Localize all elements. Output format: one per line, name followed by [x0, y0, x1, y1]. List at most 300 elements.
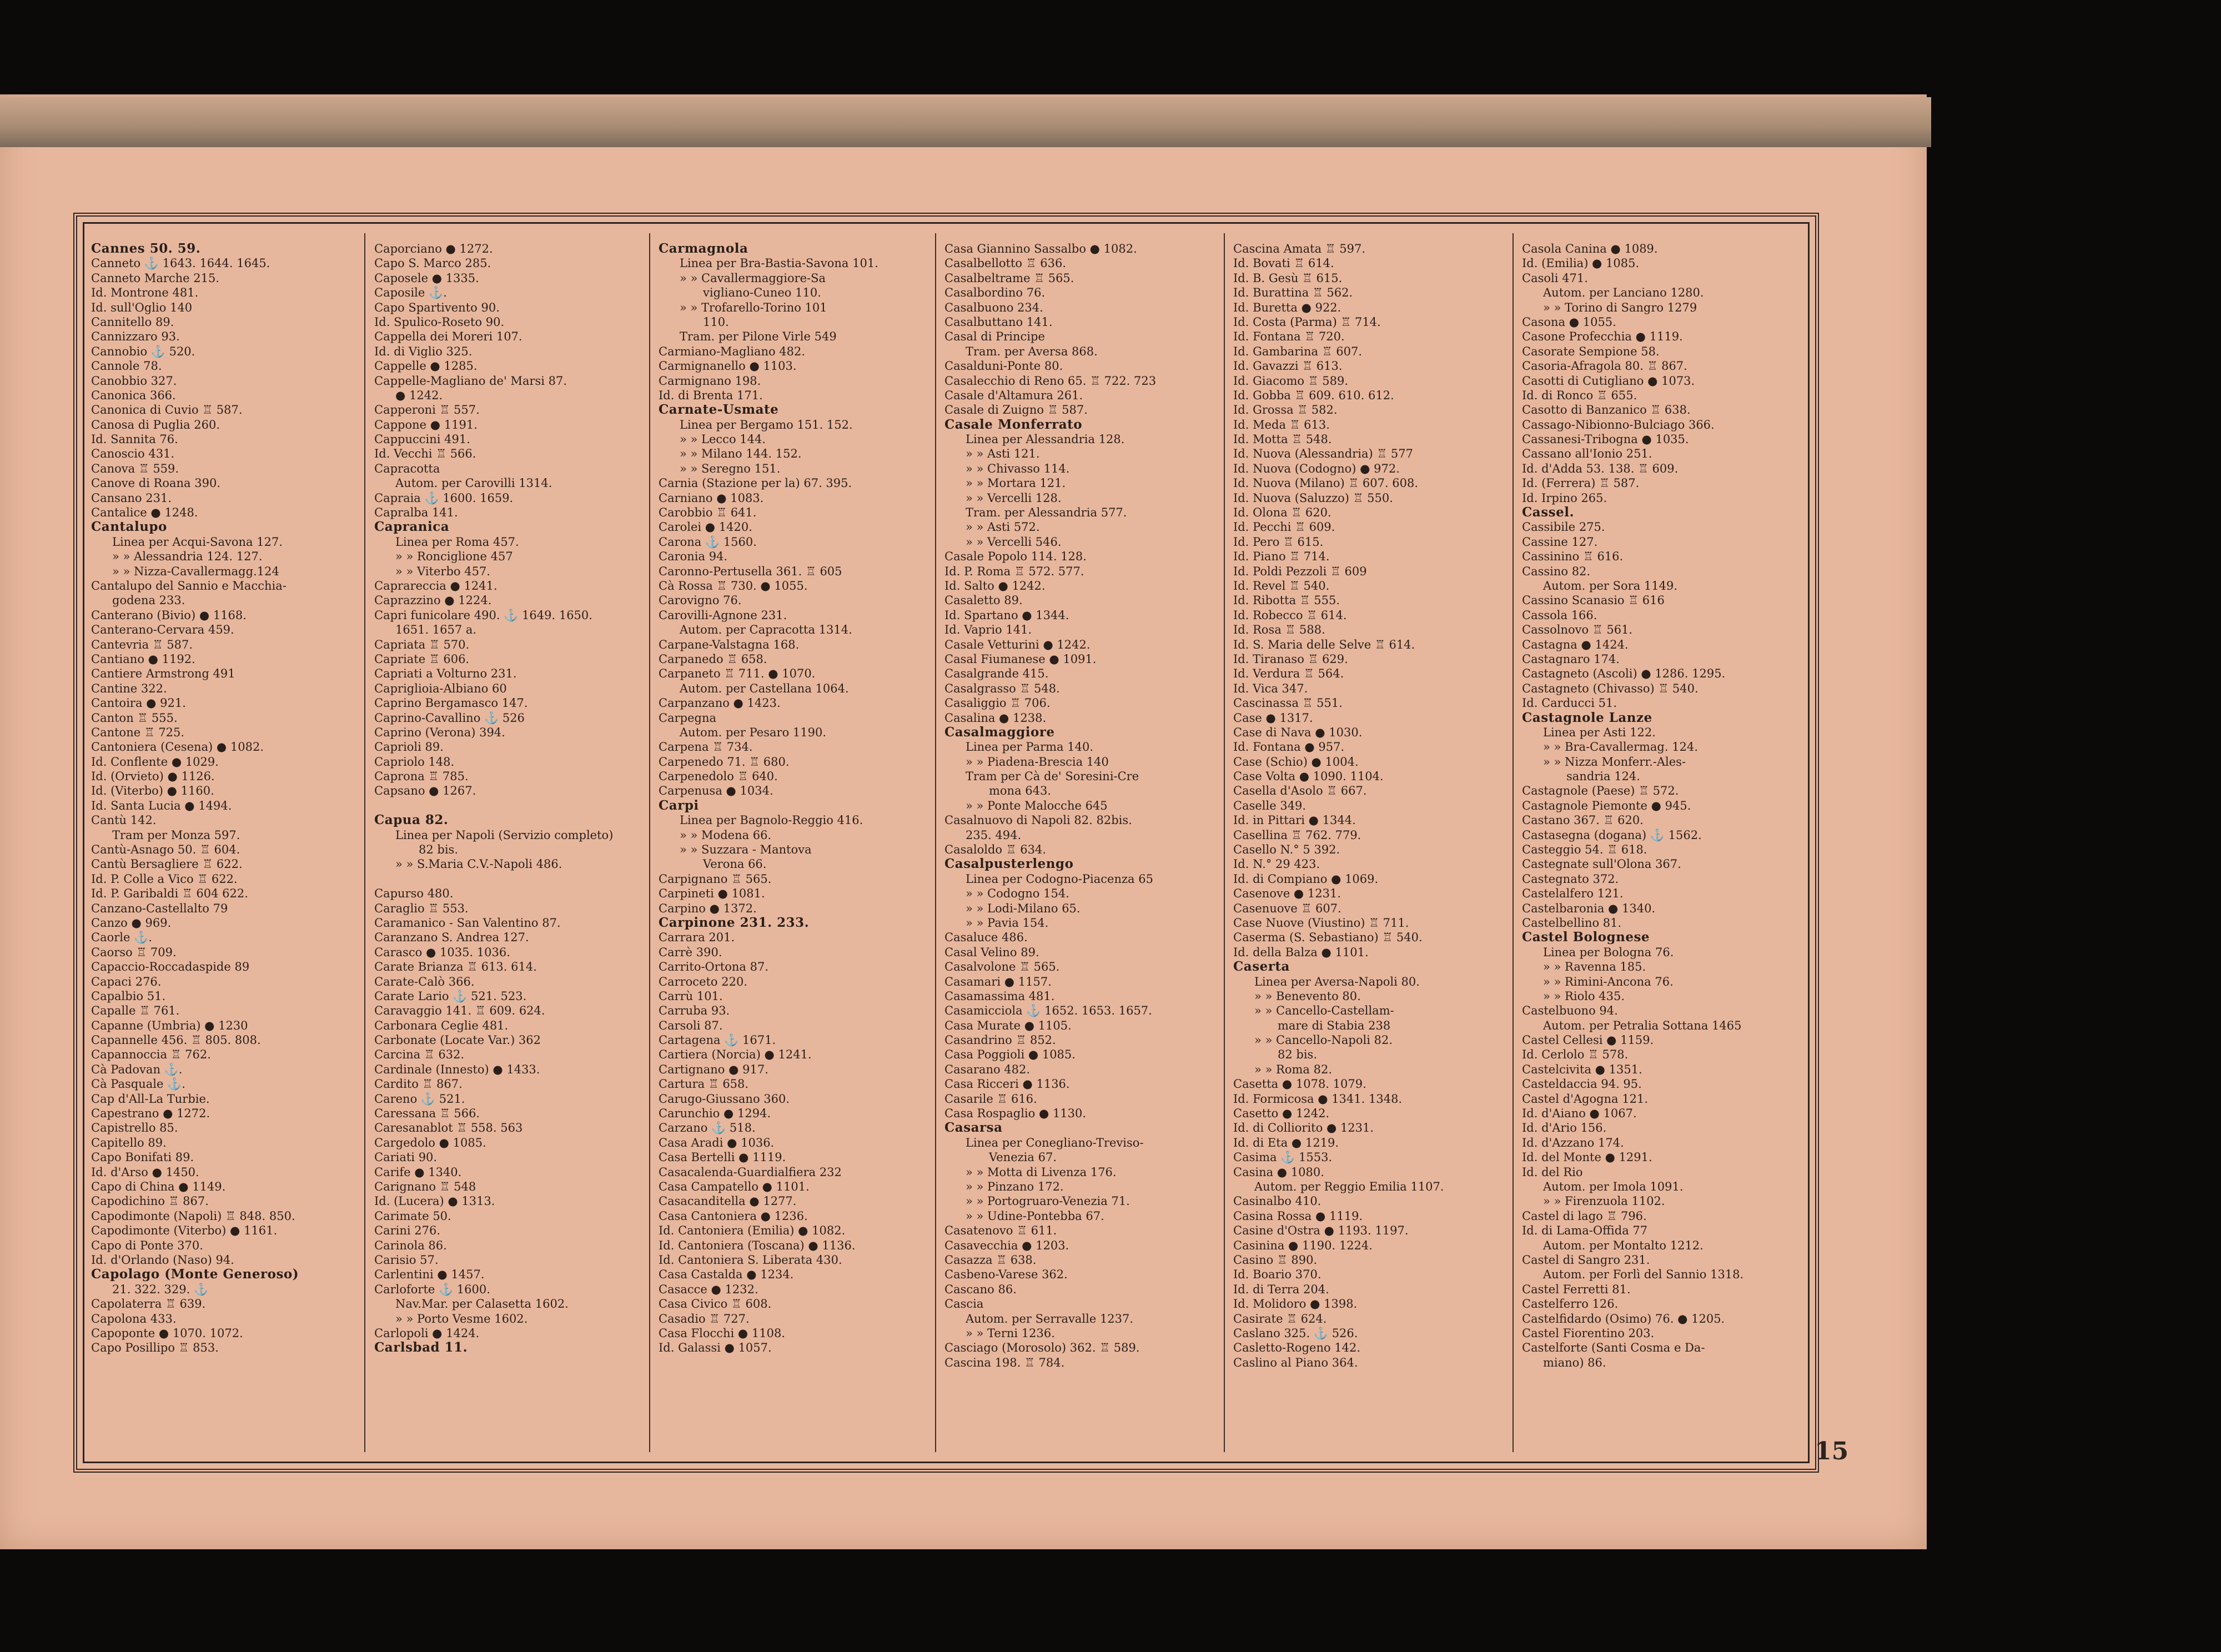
index-entry: Castano 367. ♖ 620. — [1522, 814, 1644, 827]
index-entry: Autom. per Forlì del Sannio 1318. — [1543, 1268, 1744, 1282]
index-entry: Id. Santa Lucia ● 1494. — [91, 799, 232, 812]
index-entry: Caslino al Piano 364. — [1233, 1355, 1358, 1369]
index-heading: Castel Bolognese — [1522, 930, 1650, 945]
index-entry: Castelfidardo (Osimo) 76. ● 1205. — [1522, 1312, 1725, 1325]
index-entry: » » Chivasso 114. — [966, 461, 1070, 475]
index-entry: Cartagena ⚓ 1671. — [659, 1033, 776, 1047]
index-entry: Casatenovo ♖ 611. — [944, 1224, 1057, 1238]
index-entry: Carmignanello ● 1103. — [659, 359, 797, 373]
index-entry: » » Firenzuola 1102. — [1543, 1194, 1665, 1208]
index-entry: Casale d'Altamura 261. — [944, 388, 1083, 402]
index-entry: Casale Vetturini ● 1242. — [944, 637, 1091, 651]
index-entry: Tram. per Pilone Virle 549 — [680, 330, 837, 344]
index-entry: Id. Pero ♖ 615. — [1233, 535, 1324, 549]
index-entry: Castel Fiorentino 203. — [1522, 1326, 1655, 1340]
index-entry: Castel d'Agogna 121. — [1522, 1092, 1649, 1106]
index-entry: Carlopoli ● 1424. — [374, 1326, 480, 1340]
index-entry: Casa Ricceri ● 1136. — [944, 1077, 1070, 1091]
column-divider — [1224, 233, 1225, 1452]
index-entry: Id. Ribotta ♖ 555. — [1233, 594, 1340, 607]
index-entry: Id. di Lama-Offida 77 — [1522, 1224, 1648, 1238]
index-entry: » » Pinzano 172. — [966, 1180, 1064, 1193]
index-entry: » » Codogno 154. — [966, 887, 1069, 901]
page-number: 15 — [1815, 1437, 1849, 1465]
index-entry: Id. (Ferrera) ♖ 587. — [1522, 476, 1640, 490]
column-divider — [1513, 233, 1514, 1452]
index-entry: Caprino Bergamasco 147. — [374, 696, 528, 710]
index-entry: Cappone ● 1191. — [374, 418, 478, 431]
index-entry: » » Trofarello-Torino 101 — [680, 300, 827, 314]
index-entry: Cassino Scanasio ♖ 616 — [1522, 594, 1665, 607]
index-entry: vigliano-Cuneo 110. — [703, 286, 821, 300]
index-entry: Cassola 166. — [1522, 608, 1597, 622]
index-entry: Carpegna — [659, 711, 716, 725]
index-entry: Caresanablot ♖ 558. 563 — [374, 1121, 523, 1135]
index-heading: Cannes 50. 59. — [91, 242, 201, 256]
index-entry: mona 643. — [989, 784, 1052, 798]
index-entry: Carini 276. — [374, 1224, 441, 1238]
index-entry: Canove di Roana 390. — [91, 476, 221, 490]
index-entry: » » S.Maria C.V.-Napoli 486. — [395, 857, 562, 871]
index-entry: Id. Conflente ● 1029. — [91, 755, 219, 769]
index-entry: Verona 66. — [703, 857, 767, 871]
index-entry: Castel di lago ♖ 796. — [1522, 1209, 1647, 1223]
index-entry: Carunchio ● 1294. — [659, 1107, 771, 1121]
index-heading: Caserta — [1233, 959, 1290, 975]
index-entry: » » Piadena-Brescia 140 — [966, 755, 1109, 769]
index-entry: Carloforte ⚓ 1600. — [374, 1282, 490, 1296]
index-entry — [374, 799, 652, 813]
index-entry: Castegnate sull'Olona 367. — [1522, 857, 1681, 871]
index-entry: Capannoccia ♖ 762. — [91, 1048, 211, 1062]
index-entry: Autom. per Castellana 1064. — [680, 681, 849, 695]
index-heading: Capranica — [374, 519, 450, 535]
index-entry: Casarile ♖ 616. — [944, 1092, 1037, 1106]
index-entry: Canterano (Bivio) ● 1168. — [91, 608, 247, 622]
index-entry: Caressana ♖ 566. — [374, 1107, 480, 1121]
index-entry: Canneto ⚓ 1643. 1644. 1645. — [91, 257, 270, 270]
index-entry: Id. P. Colle a Vico ♖ 622. — [91, 872, 238, 886]
index-entry: Capralba 141. — [374, 506, 458, 520]
index-entry: Caorle ⚓. — [91, 931, 152, 945]
index-entry: Cascia — [944, 1297, 984, 1311]
index-entry: Cà Rossa ♖ 730. ● 1055. — [659, 579, 808, 592]
index-heading: Casalmaggiore — [944, 724, 1055, 740]
index-entry: Linea per Bergamo 151. 152. — [680, 418, 853, 431]
index-entry: Casa Civico ♖ 608. — [659, 1297, 772, 1311]
index-entry: Carniano ● 1083. — [659, 491, 764, 505]
index-entry: Id. d'Azzano 174. — [1522, 1136, 1624, 1149]
index-entry: » » Ravenna 185. — [1543, 960, 1646, 974]
index-entry: Venezia 67. — [989, 1151, 1057, 1164]
index-entry: Id. Costa (Parma) ♖ 714. — [1233, 315, 1381, 329]
index-entry: Caorso ♖ 709. — [91, 945, 177, 959]
index-entry: Id. Spartano ● 1344. — [944, 608, 1069, 622]
index-entry: Cartiera (Norcia) ● 1241. — [659, 1048, 812, 1062]
index-entry: Id. Galassi ● 1057. — [659, 1341, 772, 1355]
index-entry: Carmiano-Magliano 482. — [659, 344, 806, 358]
index-entry: Carbonate (Locate Var.) 362 — [374, 1033, 541, 1047]
index-entry: Id. Cantoniera (Emilia) ● 1082. — [659, 1224, 846, 1238]
index-entry: Id. Meda ♖ 613. — [1233, 418, 1330, 431]
index-entry: Tram per Cà de' Soresini-Cre — [966, 770, 1139, 784]
index-entry: Casarano 482. — [944, 1062, 1031, 1076]
index-entry: Casalbuono 234. — [944, 300, 1043, 314]
index-entry: Capodimonte (Napoli) ♖ 848. 850. — [91, 1209, 295, 1223]
index-entry: Id. di Viglio 325. — [374, 344, 473, 358]
index-entry: Careno ⚓ 521. — [374, 1092, 465, 1106]
index-entry: Caporciano ● 1272. — [374, 242, 493, 255]
index-entry: Capracotta — [374, 461, 440, 475]
index-entry: Cantù Bersagliere ♖ 622. — [91, 857, 243, 871]
index-entry: Id. Gavazzi ♖ 613. — [1233, 359, 1343, 373]
index-entry: Casenuove ♖ 607. — [1233, 901, 1341, 915]
index-entry: Id. Bovati ♖ 614. — [1233, 257, 1334, 270]
index-entry: Caronia 94. — [659, 550, 728, 564]
index-entry: Capriati a Volturno 231. — [374, 667, 517, 681]
index-entry: Casino ♖ 890. — [1233, 1253, 1318, 1267]
index-entry: Casavecchia ● 1203. — [944, 1238, 1069, 1252]
index-entry: Linea per Acqui-Savona 127. — [112, 535, 283, 549]
index-entry: Casa Giannino Sassalbo ● 1082. — [944, 242, 1137, 255]
index-heading: Capolago (Monte Generoso) — [91, 1267, 299, 1282]
index-entry: Casina Rossa ● 1119. — [1233, 1209, 1363, 1223]
index-entry: Case Volta ● 1090. 1104. — [1233, 770, 1384, 784]
index-entry: Canonica di Cuvio ♖ 587. — [91, 403, 243, 417]
index-entry: Linea per Codogno-Piacenza 65 — [966, 872, 1153, 886]
index-entry: Cannitello 89. — [91, 315, 174, 329]
index-entry: Canneto Marche 215. — [91, 271, 220, 285]
index-entry: Casalbellotto ♖ 636. — [944, 257, 1067, 270]
index-entry: Casalina ● 1238. — [944, 711, 1047, 725]
index-entry: Id. Salto ● 1242. — [944, 579, 1046, 592]
index-entry: » » Nizza Monferr.-Ales- — [1543, 755, 1686, 769]
index-entry: Cantevria ♖ 587. — [91, 637, 193, 651]
index-entry: Capo S. Marco 285. — [374, 257, 491, 270]
index-entry: Capalle ♖ 761. — [91, 1004, 180, 1018]
index-entry: Carpenusa ● 1034. — [659, 784, 773, 798]
index-entry: Id. Nuova (Milano) ♖ 607. 608. — [1233, 476, 1419, 490]
index-entry: » » Asti 572. — [966, 520, 1040, 534]
index-entry: sandria 124. — [1566, 770, 1640, 784]
index-entry: Capaccio-Roccadaspide 89 — [91, 960, 250, 974]
index-entry: » » Porto Vesme 1602. — [395, 1312, 528, 1325]
index-entry: Carinola 86. — [374, 1238, 447, 1252]
index-entry: Id. Tiranaso ♖ 629. — [1233, 652, 1348, 666]
index-column-1 — [91, 242, 369, 1355]
index-entry: Id. Poldi Pezzoli ♖ 609 — [1233, 564, 1367, 578]
index-entry: Caprona ♖ 785. — [374, 770, 469, 784]
index-entry: Cassago-Nibionno-Bulciago 366. — [1522, 418, 1715, 431]
index-entry: Carife ● 1340. — [374, 1165, 462, 1179]
index-entry: Capriolo 148. — [374, 755, 455, 769]
index-entry: Id. S. Maria delle Selve ♖ 614. — [1233, 637, 1415, 651]
index-entry: Canzo ● 969. — [91, 916, 172, 930]
index-entry: Casa Cantoniera ● 1236. — [659, 1209, 808, 1223]
index-entry: Id. Cantoniera (Toscana) ● 1136. — [659, 1238, 856, 1252]
index-entry: Cannizzaro 93. — [91, 330, 180, 344]
index-entry: Linea per Bra-Bastia-Savona 101. — [680, 257, 878, 270]
index-entry: Carisio 57. — [374, 1253, 439, 1267]
index-entry: » » Seregno 151. — [680, 461, 781, 475]
index-entry: Casaluce 486. — [944, 931, 1028, 945]
index-entry: Id. Revel ♖ 540. — [1233, 579, 1330, 592]
index-entry: » » Ronciglione 457 — [395, 550, 513, 564]
index-entry: Id. Spulico-Roseto 90. — [374, 315, 505, 329]
index-entry: Capolaterra ♖ 639. — [91, 1297, 206, 1311]
index-entry: 235. 494. — [966, 828, 1022, 842]
index-entry: Capodimonte (Viterbo) ● 1161. — [91, 1224, 278, 1238]
index-entry: Carolei ● 1420. — [659, 520, 752, 534]
index-entry: Canobbio 327. — [91, 374, 177, 388]
index-entry: Carona ⚓ 1560. — [659, 535, 757, 549]
index-entry: Casale Popolo 114. 128. — [944, 550, 1087, 564]
index-entry: Casa Bertelli ● 1119. — [659, 1151, 786, 1164]
index-entry: Carpenedo 71. ♖ 680. — [659, 755, 790, 769]
index-entry: Capitello 89. — [91, 1136, 167, 1149]
index-entry: Id. Vaprio 141. — [944, 623, 1032, 637]
index-entry: Capo Bonifati 89. — [91, 1151, 194, 1164]
index-entry: Carsoli 87. — [659, 1018, 723, 1032]
index-entry: Carzano ⚓ 518. — [659, 1121, 756, 1135]
index-entry: Autom. per Lanciano 1280. — [1543, 286, 1704, 300]
index-entry: Capriate ♖ 606. — [374, 652, 470, 666]
index-entry: Caprino-Cavallino ⚓ 526 — [374, 711, 525, 725]
index-entry: Id. d'Arso ● 1450. — [91, 1165, 199, 1179]
index-entry: Cascano 86. — [944, 1282, 1017, 1296]
index-entry: Casadio ♖ 727. — [659, 1312, 750, 1325]
index-entry: Cantone ♖ 725. — [91, 725, 185, 739]
index-entry: Autom. per Montalto 1212. — [1543, 1238, 1704, 1252]
index-entry: Castagnaro 174. — [1522, 652, 1620, 666]
index-entry: Cap d'All-La Turbie. — [91, 1092, 210, 1106]
index-entry: Carasco ● 1035. 1036. — [374, 945, 510, 959]
index-heading: Castagnole Lanze — [1522, 710, 1652, 725]
index-entry: Cantiano ● 1192. — [91, 652, 195, 666]
index-entry: Caselle 349. — [1233, 799, 1307, 812]
index-entry: Linea per Parma 140. — [966, 740, 1094, 754]
index-entry: ● 1242. — [395, 388, 443, 402]
index-entry: Capistrello 85. — [91, 1121, 178, 1135]
index-entry: » » Milano 144. 152. — [680, 447, 802, 461]
index-entry: Canzano-Castellalto 79 — [91, 901, 228, 915]
index-entry: Casamassima 481. — [944, 989, 1055, 1003]
index-entry: Cà Pasquale ⚓. — [91, 1077, 185, 1091]
index-entry: Capperoni ♖ 557. — [374, 403, 480, 417]
index-entry: Caprareccia ● 1241. — [374, 579, 498, 592]
index-entry: Caranzano S. Andrea 127. — [374, 931, 529, 945]
index-entry: Caprazzino ● 1224. — [374, 594, 492, 607]
index-entry: Casella d'Asolo ♖ 667. — [1233, 784, 1367, 798]
index-entry: Carobbio ♖ 641. — [659, 506, 757, 520]
index-entry: Capestrano ● 1272. — [91, 1107, 210, 1121]
index-entry: Cannole 78. — [91, 359, 162, 373]
index-entry: Carpena ♖ 734. — [659, 740, 753, 754]
index-entry: Casa Poggioli ● 1085. — [944, 1048, 1076, 1062]
index-entry: » » Terni 1236. — [966, 1326, 1055, 1340]
index-entry: Id. di Eta ● 1219. — [1233, 1136, 1339, 1149]
index-entry: Cannobio ⚓ 520. — [91, 344, 195, 358]
index-entry: Casteggio 54. ♖ 618. — [1522, 843, 1647, 857]
index-entry: Casal di Principe — [944, 330, 1045, 344]
index-entry: Cà Padovan ⚓. — [91, 1062, 183, 1076]
index-entry: Capriata ♖ 570. — [374, 637, 470, 651]
index-entry: Casenove ● 1231. — [1233, 887, 1341, 901]
index-entry: Casellina ♖ 762. 779. — [1233, 828, 1361, 842]
index-entry: Id. N.° 29 423. — [1233, 857, 1320, 871]
index-entry: Carbonara Ceglie 481. — [374, 1018, 509, 1032]
index-entry: Linea per Napoli (Servizio completo) — [395, 828, 614, 842]
index-entry: Id. Vica 347. — [1233, 681, 1308, 695]
index-entry: Tram. per Alessandria 577. — [966, 506, 1127, 520]
index-entry: Casetta ● 1078. 1079. — [1233, 1077, 1366, 1091]
index-entry: Casa Murate ● 1105. — [944, 1018, 1072, 1032]
index-entry: Castelbuono 94. — [1522, 1004, 1618, 1018]
index-entry: Casacanditella ● 1277. — [659, 1194, 797, 1208]
index-entry: Capsano ● 1267. — [374, 784, 476, 798]
index-entry: Capurso 480. — [374, 887, 454, 901]
index-entry: Casima ⚓ 1553. — [1233, 1151, 1333, 1164]
index-entry: Carignano ♖ 548 — [374, 1180, 476, 1193]
index-entry: Casotti di Cutigliano ● 1073. — [1522, 374, 1695, 388]
index-entry: Autom. per Serravalle 1237. — [966, 1312, 1134, 1325]
index-entry: Caraglio ♖ 553. — [374, 901, 469, 915]
index-entry: Castelcivita ● 1351. — [1522, 1062, 1642, 1076]
index-entry: Casandrino ♖ 852. — [944, 1033, 1056, 1047]
index-entry: Id. di Colliorito ● 1231. — [1233, 1121, 1374, 1135]
index-entry: Cappuccini 491. — [374, 433, 470, 446]
index-entry: Id. Fontana ♖ 720. — [1233, 330, 1345, 344]
index-entry: Caramanico - San Valentino 87. — [374, 916, 561, 930]
index-entry: Caposile ⚓. — [374, 286, 447, 300]
index-entry: » » Lecco 144. — [680, 433, 766, 446]
index-entry: Id. Gobba ♖ 609. 610. 612. — [1233, 388, 1394, 402]
index-entry: Autom. per Sora 1149. — [1543, 579, 1678, 592]
index-entry: Castagneto (Chivasso) ♖ 540. — [1522, 681, 1699, 695]
index-entry: Casalvolone ♖ 565. — [944, 960, 1060, 974]
index-entry: Canonica 366. — [91, 388, 176, 402]
index-entry: » » Benevento 80. — [1254, 989, 1361, 1003]
index-entry: Cantalice ● 1248. — [91, 506, 198, 520]
index-entry: Linea per Conegliano-Treviso- — [966, 1136, 1144, 1149]
index-entry: Casinina ● 1190. 1224. — [1233, 1238, 1373, 1252]
index-entry: Case di Nava ● 1030. — [1233, 725, 1363, 739]
index-entry: Capannelle 456. ♖ 805. 808. — [91, 1033, 261, 1047]
index-entry: Id. Verdura ♖ 564. — [1233, 667, 1344, 681]
index-entry: » » Cancello-Castellam- — [1254, 1004, 1394, 1018]
index-entry: Cassibile 275. — [1522, 520, 1605, 534]
index-entry: Casamari ● 1157. — [944, 975, 1052, 988]
index-entry: » » Cavallermaggiore-Sa — [680, 271, 826, 285]
index-entry: Tram per Monza 597. — [112, 828, 240, 842]
index-entry: Case ● 1317. — [1233, 711, 1313, 725]
index-entry: Caposele ● 1335. — [374, 271, 479, 285]
index-entry: mare di Stabia 238 — [1278, 1018, 1391, 1032]
index-entry: Id. Nuova (Alessandria) ♖ 577 — [1233, 447, 1413, 461]
index-entry: Casciago (Morosolo) 362. ♖ 589. — [944, 1341, 1140, 1355]
index-entry: Carnia (Stazione per la) 67. 395. — [659, 476, 852, 490]
index-entry: Casone Profecchia ● 1119. — [1522, 330, 1683, 344]
index-entry: Id. in Pittari ● 1344. — [1233, 814, 1356, 827]
index-entry: Caronno-Pertusella 361. ♖ 605 — [659, 564, 842, 578]
index-entry: Id. Formicosa ● 1341. 1348. — [1233, 1092, 1403, 1106]
index-entry: Carpanedo ♖ 658. — [659, 652, 767, 666]
index-entry: Cassino 82. — [1522, 564, 1591, 578]
index-entry: Cartignano ● 917. — [659, 1062, 768, 1076]
index-entry: Capo Spartivento 90. — [374, 300, 500, 314]
index-entry: 82 bis. — [419, 843, 459, 857]
index-entry: Linea per Bagnolo-Reggio 416. — [680, 814, 863, 827]
index-entry: Carrito-Ortona 87. — [659, 960, 769, 974]
index-entry: Cappelle-Magliano de' Marsi 87. — [374, 374, 567, 388]
index-entry: Id. Irpino 265. — [1522, 491, 1607, 505]
index-entry: Id. del Monte ● 1291. — [1522, 1151, 1652, 1164]
index-entry: Cantine 322. — [91, 681, 167, 695]
index-entry: Id. d'Orlando (Naso) 94. — [91, 1253, 234, 1267]
index-entry: Castagnole Piemonte ● 945. — [1522, 799, 1691, 812]
index-entry: Id. Cantoniera S. Liberata 430. — [659, 1253, 842, 1267]
index-entry: Cascina Amata ♖ 597. — [1233, 242, 1366, 255]
index-entry: Castagnole (Paese) ♖ 572. — [1522, 784, 1679, 798]
index-entry: Casa Castalda ● 1234. — [659, 1268, 794, 1282]
index-entry: Canoscio 431. — [91, 447, 175, 461]
index-entry: Id. Nuova (Codogno) ● 972. — [1233, 461, 1400, 475]
index-entry: Casoria-Afragola 80. ♖ 867. — [1522, 359, 1687, 373]
index-entry: Autom. per Imola 1091. — [1543, 1180, 1684, 1193]
index-entry: » » Udine-Pontebba 67. — [966, 1209, 1104, 1223]
index-entry: Casteldaccia 94. 95. — [1522, 1077, 1642, 1091]
index-entry: Capraia ⚓ 1600. 1659. — [374, 491, 514, 505]
index-entry: Casorate Sempione 58. — [1522, 344, 1660, 358]
index-entry: Casa Flocchi ● 1108. — [659, 1326, 786, 1340]
index-entry: Casaloldo ♖ 634. — [944, 843, 1046, 857]
index-entry: Cassanesi-Tribogna ● 1035. — [1522, 433, 1689, 446]
index-entry: Casa Rospaglio ● 1130. — [944, 1107, 1087, 1121]
index-entry: » » Vercelli 546. — [966, 535, 1062, 549]
index-entry: Capodichino ♖ 867. — [91, 1194, 209, 1208]
index-entry: » » Suzzara - Mantova — [680, 843, 812, 857]
index-entry: » » Mortara 121. — [966, 476, 1066, 490]
index-entry: Id. d'Aiano ● 1067. — [1522, 1107, 1637, 1121]
index-entry: Cantoniera (Cesena) ● 1082. — [91, 740, 264, 754]
column-divider — [364, 233, 365, 1452]
index-entry: Carovilli-Agnone 231. — [659, 608, 787, 622]
index-heading: Casarsa — [944, 1120, 1003, 1136]
index-entry: Carroceto 220. — [659, 975, 748, 988]
index-entry: Id. della Balza ● 1101. — [1233, 945, 1369, 959]
index-heading: Casale Monferrato — [944, 416, 1083, 432]
index-entry: Id. Carducci 51. — [1522, 696, 1617, 710]
index-entry: Id. Cerlolo ♖ 578. — [1522, 1048, 1629, 1062]
index-entry: Casaliggio ♖ 706. — [944, 696, 1051, 710]
index-entry: Id. di Ronco ♖ 655. — [1522, 388, 1637, 402]
index-entry: Autom. per Reggio Emilia 1107. — [1254, 1180, 1444, 1193]
index-entry: Id. (Orvieto) ● 1126. — [91, 770, 215, 784]
index-entry: Casirate ♖ 624. — [1233, 1312, 1327, 1325]
index-entry: Capriglioia-Albiano 60 — [374, 681, 507, 695]
index-entry: Castagna ● 1424. — [1522, 637, 1629, 651]
index-entry: Nav.Mar. per Calasetta 1602. — [395, 1297, 569, 1311]
index-entry: Casoli 471. — [1522, 271, 1588, 285]
index-entry: Casalbordino 76. — [944, 286, 1046, 300]
index-entry: Casale di Zuigno ♖ 587. — [944, 403, 1088, 417]
index-entry: Castelbaronia ● 1340. — [1522, 901, 1656, 915]
index-entry: » » Modena 66. — [680, 828, 772, 842]
index-heading: Carmagnola — [659, 242, 748, 256]
index-entry: Capo di China ● 1149. — [91, 1180, 226, 1193]
index-entry: Id. Sannita 76. — [91, 433, 178, 446]
index-entry: Cariati 90. — [374, 1151, 438, 1164]
